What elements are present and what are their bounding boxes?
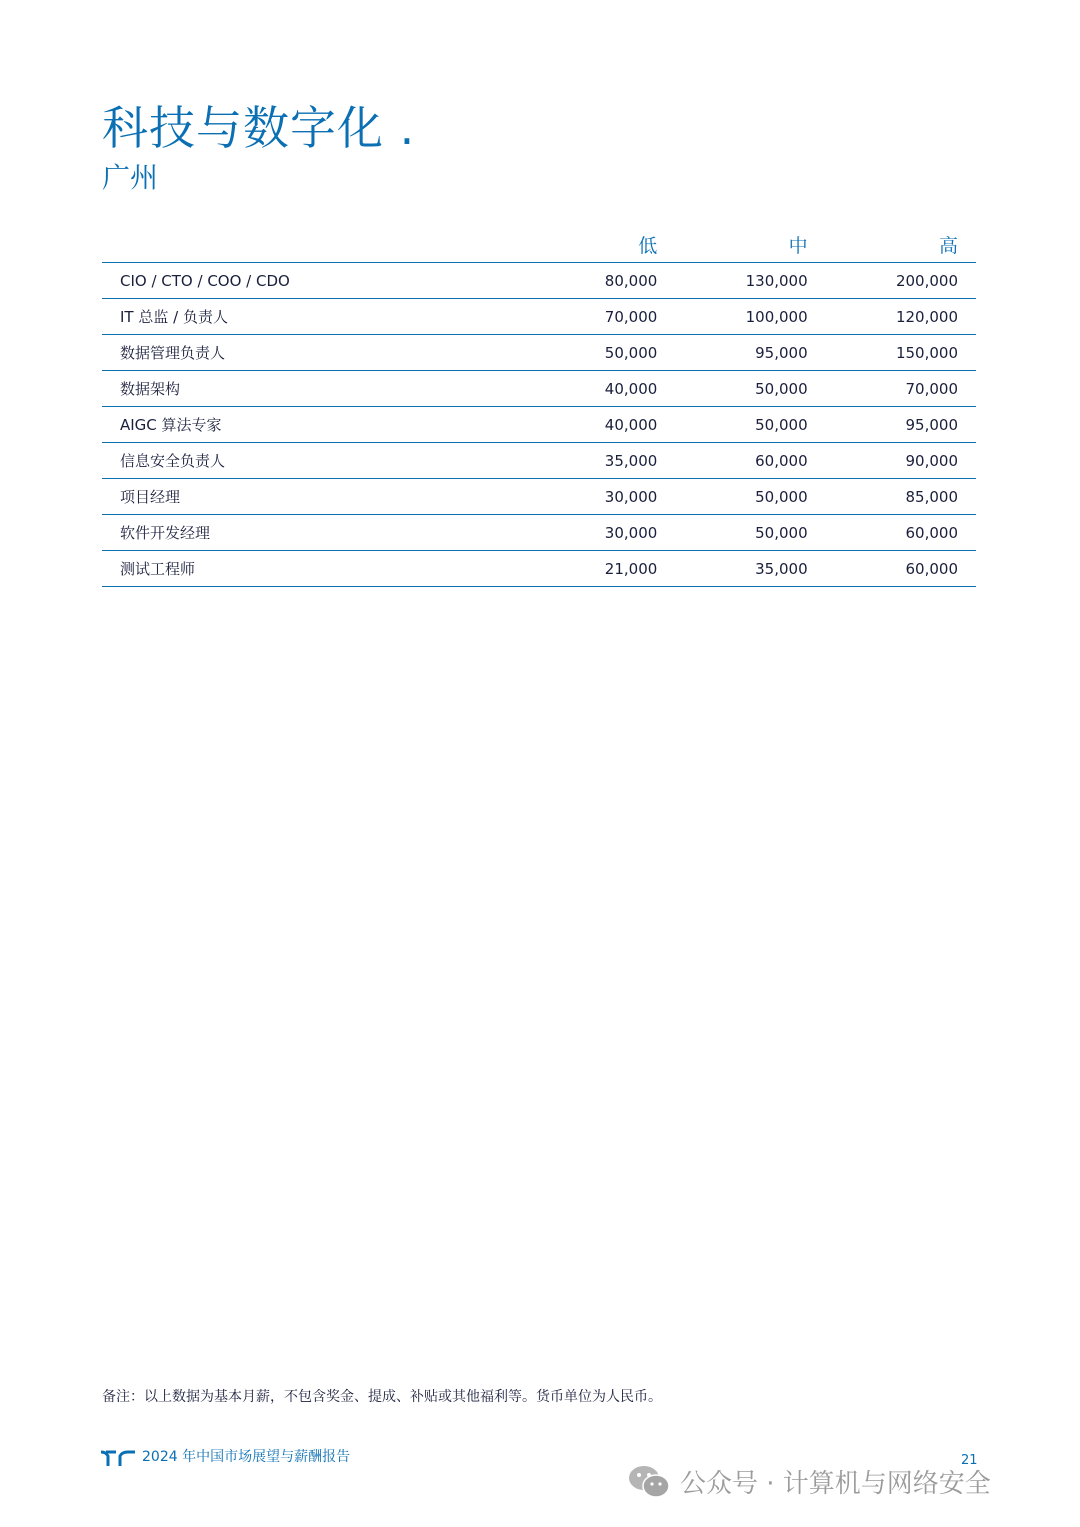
role-cell: 数据管理负责人 <box>102 335 563 371</box>
watermark-text: 公众号 · 计算机与网络安全 <box>680 1469 991 1499</box>
wechat-icon <box>628 1464 670 1500</box>
role-cell: 数据架构 <box>102 371 563 407</box>
role-cell: 软件开发经理 <box>102 515 563 551</box>
high-cell: 95,000 <box>826 407 976 443</box>
low-cell: 40,000 <box>563 371 675 407</box>
header-mid: 中 <box>675 226 825 263</box>
table-row <box>102 443 976 479</box>
role-cell: 项目经理 <box>102 479 563 515</box>
mid-cell: 60,000 <box>675 443 825 479</box>
high-cell: 85,000 <box>826 479 976 515</box>
mid-cell: 50,000 <box>675 371 825 407</box>
high-cell: 200,000 <box>826 263 976 299</box>
high-cell: 60,000 <box>826 515 976 551</box>
report-title: 2024 年中国市场展望与薪酬报告 <box>142 1449 351 1465</box>
low-cell: 30,000 <box>563 515 675 551</box>
high-cell: 90,000 <box>826 443 976 479</box>
header-high: 高 <box>826 226 976 263</box>
low-cell: 70,000 <box>563 299 675 335</box>
high-cell: 70,000 <box>826 371 976 407</box>
footnote: 备注：以上数据为基本月薪，不包含奖金、提成、补贴或其他福利等。货币单位为人民币。 <box>102 1389 662 1405</box>
low-cell: 50,000 <box>563 335 675 371</box>
salary-table <box>102 226 976 587</box>
low-cell: 80,000 <box>563 263 675 299</box>
mid-cell: 95,000 <box>675 335 825 371</box>
wechat-watermark <box>628 1463 991 1500</box>
high-cell: 150,000 <box>826 335 976 371</box>
low-cell: 21,000 <box>563 551 675 587</box>
page-number: 21 <box>961 1453 978 1468</box>
table-row <box>102 515 976 551</box>
table-row <box>102 479 976 515</box>
low-cell: 30,000 <box>563 479 675 515</box>
mid-cell: 50,000 <box>675 515 825 551</box>
mid-cell: 50,000 <box>675 407 825 443</box>
table-row <box>102 407 976 443</box>
low-cell: 35,000 <box>563 443 675 479</box>
table-row <box>102 551 976 587</box>
role-cell: 测试工程师 <box>102 551 563 587</box>
page-title: 科技与数字化 . <box>102 101 416 155</box>
table-row <box>102 371 976 407</box>
role-cell: IT 总监 / 负责人 <box>102 299 563 335</box>
table-row <box>102 299 976 335</box>
table-row <box>102 335 976 371</box>
header-role <box>102 226 563 263</box>
role-cell: AIGC 算法专家 <box>102 407 563 443</box>
low-cell: 40,000 <box>563 407 675 443</box>
header-low: 低 <box>563 226 675 263</box>
mid-cell: 100,000 <box>675 299 825 335</box>
mid-cell: 130,000 <box>675 263 825 299</box>
table-header-row <box>102 226 976 263</box>
page-subtitle-city: 广州 <box>102 161 159 194</box>
high-cell: 120,000 <box>826 299 976 335</box>
role-cell: CIO / CTO / COO / CDO <box>102 263 563 299</box>
mid-cell: 50,000 <box>675 479 825 515</box>
role-cell: 信息安全负责人 <box>102 443 563 479</box>
table-row <box>102 263 976 299</box>
high-cell: 60,000 <box>826 551 976 587</box>
brand-logo-icon <box>100 1448 136 1468</box>
mid-cell: 35,000 <box>675 551 825 587</box>
